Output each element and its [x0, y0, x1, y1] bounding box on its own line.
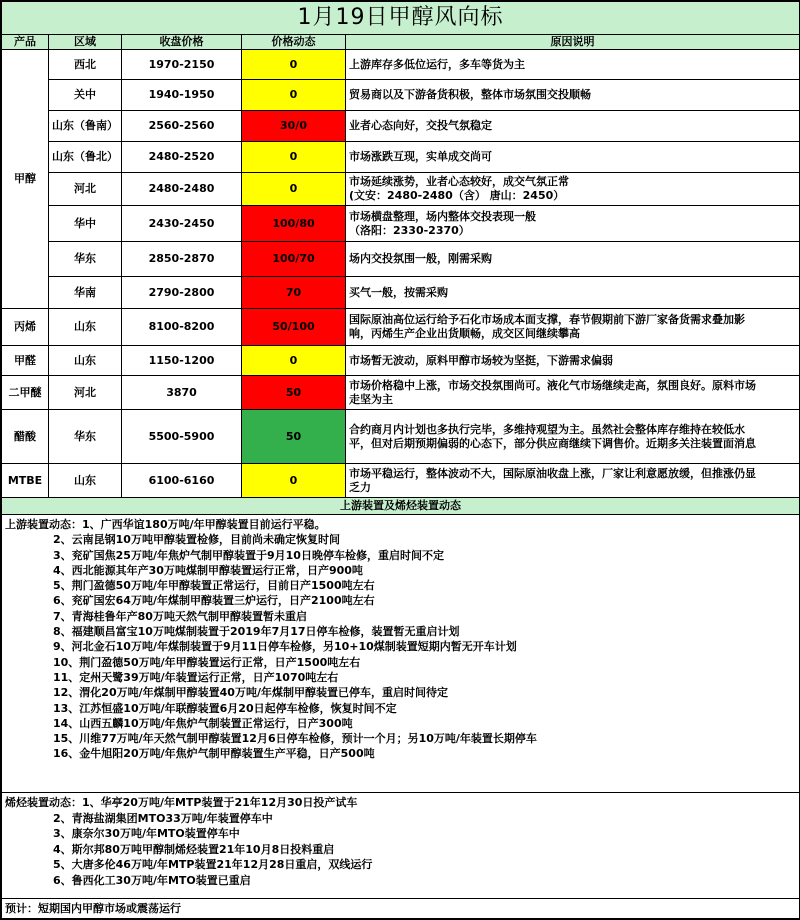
change-cell: 0 [242, 464, 346, 498]
header-row [2, 35, 800, 50]
note-line: 13、江苏恒盛10万吨/年联醇装置6月20日起停车检修，恢复时间不定 [53, 701, 397, 715]
product-formaldehyde: 甲醛 [2, 346, 49, 376]
reason-line: 买气一般，按需采购 [349, 285, 448, 299]
region-cell: 华东 [49, 242, 122, 277]
reason-line: 市场暂无波动，原料甲醇市场较为坚挺，下游需求偏弱 [349, 353, 613, 367]
reason-cell [346, 309, 800, 346]
product-mtbe: MTBE [2, 464, 49, 498]
price-cell: 5500-5900 [122, 410, 242, 464]
reason-line: （洛阳：2330-2370） [349, 223, 470, 237]
region-cell: 河北 [49, 376, 122, 410]
table-row [2, 206, 800, 242]
table-row [2, 173, 800, 206]
price-cell: 1940-1950 [122, 80, 242, 111]
olefin-notes [2, 793, 800, 899]
reason-line: 合约商月内计划也多执行完毕，多维持观望为主。虽然社会整体库存维持在较低水 [349, 422, 745, 436]
note-line: 12、渭化20万吨/年煤制甲醇装置40万吨/年煤制甲醇装置已停车，重启时间待定 [53, 686, 448, 700]
reason-line: 市场横盘整理，场内整体交投表现一般 [349, 209, 536, 223]
reason-cell [346, 464, 800, 498]
note-line: 8、福建顺昌富宝10万吨煤制装置于2019年7月17日停车检修，装置暂无重启计划 [53, 625, 460, 639]
header-region: 区域 [49, 35, 122, 50]
note-line: 16、金牛旭阳20万吨/年焦炉气制甲醇装置生产平稳，日产500吨 [53, 747, 375, 761]
table-row [2, 464, 800, 498]
region-cell: 关中 [49, 80, 122, 111]
note-line: 6、兖矿国宏64万吨/年煤制甲醇装置三炉运行，日产2100吨左右 [53, 594, 375, 608]
region-cell: 华南 [49, 277, 122, 309]
price-cell: 8100-8200 [122, 309, 242, 346]
table-row [2, 376, 800, 410]
note-line: 7、青海桂鲁年产80万吨天然气制甲醇装置暂未重启 [53, 609, 307, 623]
reason-cell [346, 242, 800, 277]
price-cell: 2560-2560 [122, 111, 242, 142]
region-cell: 华东 [49, 410, 122, 464]
reason-line: 市场平稳运行，整体波动不大，国际原油收盘上涨，厂家让利意愿放缓，但推涨仍显 [349, 466, 756, 480]
table-row [2, 111, 800, 142]
note-line: 4、西北能源其年产30万吨煤制甲醇装置运行正常，日产900吨 [53, 563, 363, 577]
note-line: 5、荆门盈德50万吨/年甲醇装置正常运行，目前日产1500吨左右 [53, 579, 375, 593]
upstream-notes [2, 515, 800, 793]
reason-line: (文安：2480-2480（含） 唐山：2450） [349, 189, 565, 202]
product-dme: 二甲醚 [2, 376, 49, 410]
change-cell: 0 [242, 50, 346, 80]
note-line: 5、大唐多伦46万吨/年MTP装置21年12月28日重启，双线运行 [53, 858, 373, 872]
note-line: 3、康奈尔30万吨/年MTO装置停车中 [53, 827, 240, 841]
price-cell: 2790-2800 [122, 277, 242, 309]
header-change: 价格动态 [242, 35, 346, 50]
note-line: 4、斯尔邦80万吨甲醇制烯烃装置21年10月8日投料重启 [53, 842, 335, 856]
reason-cell [346, 410, 800, 464]
reason-cell [346, 376, 800, 410]
note-line: 2、青海盐湖集团MTO33万吨/年装置停车中 [53, 811, 273, 825]
table-row [2, 80, 800, 111]
reason-cell [346, 80, 800, 111]
note-line: 15、川维77万吨/年天然气制甲醇装置12月6日停车检修，预计一个月；另10万吨/年装置长期停车 [53, 732, 537, 746]
price-cell: 2430-2450 [122, 206, 242, 242]
change-cell: 100/70 [242, 242, 346, 277]
reason-cell [346, 277, 800, 309]
price-cell: 6100-6160 [122, 464, 242, 498]
note-line: 10、荆门盈德50万吨/年甲醇装置运行正常，日产1500吨左右 [53, 655, 361, 669]
reason-line: 走坚为主 [349, 392, 393, 406]
price-cell: 2850-2870 [122, 242, 242, 277]
table-row [2, 410, 800, 464]
region-cell: 西北 [49, 50, 122, 80]
reason-cell [346, 346, 800, 376]
change-cell: 100/80 [242, 206, 346, 242]
note-line: 14、山西五麟10万吨/年焦炉气制装置正常运行，日产300吨 [53, 716, 353, 730]
change-cell: 0 [242, 142, 346, 173]
change-cell: 30/0 [242, 111, 346, 142]
reason-line: 国际原油高位运行给予石化市场成本面支撑，春节假期前下游厂家备货需求叠加影 [349, 313, 745, 326]
product-propylene: 丙烯 [2, 309, 49, 346]
reason-line: 响，丙烯生产企业出货顺畅，成交区间继续攀高 [349, 327, 580, 340]
reason-line: 上游库存多低位运行，多车等货为主 [349, 57, 525, 71]
reason-cell [346, 206, 800, 242]
change-cell: 70 [242, 277, 346, 309]
reason-line: 场内交投氛围一般，刚需采购 [349, 252, 492, 265]
note-line: 烯烃装置动态：1、华亭20万吨/年MTP装置于21年12月30日投产试车 [5, 796, 358, 809]
forecast: 预计：短期国内甲醇市场或震荡运行 [2, 899, 800, 919]
change-cell: 0 [242, 173, 346, 206]
reason-line: 业者心态向好，交投气氛稳定 [349, 119, 492, 132]
price-table [1, 1, 800, 919]
section-title: 上游装置及烯烃装置动态 [2, 498, 800, 515]
note-line: 11、定州天鹭39万吨/年装置运行正常，日产1070吨左右 [53, 670, 339, 684]
reason-line: 市场价格稳中上涨，市场交投氛围尚可。液化气市场继续走高，氛围良好。原料市场 [349, 378, 756, 392]
table-row [2, 346, 800, 376]
table-row [2, 309, 800, 346]
note-line: 上游装置动态：1、广西华谊180万吨/年甲醇装置目前运行平稳。 [5, 518, 326, 531]
region-cell: 山东（鲁南） [49, 111, 122, 142]
region-cell: 山东（鲁北） [49, 142, 122, 173]
price-cell: 1970-2150 [122, 50, 242, 80]
product-acetic: 醋酸 [2, 410, 49, 464]
reason-cell [346, 142, 800, 173]
page-title: 1月19日甲醇风向标 [2, 2, 800, 35]
change-cell: 0 [242, 80, 346, 111]
region-cell: 山东 [49, 309, 122, 346]
note-line: 3、兖矿国焦25万吨/年焦炉气制甲醇装置于9月10日晚停车检修，重启时间不定 [53, 548, 444, 562]
region-cell: 华中 [49, 206, 122, 242]
price-cell: 2480-2480 [122, 173, 242, 206]
region-cell: 山东 [49, 346, 122, 376]
change-cell: 50 [242, 376, 346, 410]
reason-cell [346, 50, 800, 80]
note-line: 2、云南昆钢10万吨甲醇装置检修，目前尚未确定恢复时间 [53, 533, 340, 547]
region-cell: 河北 [49, 173, 122, 206]
change-cell: 50 [242, 410, 346, 464]
table-row [2, 277, 800, 309]
change-cell: 50/100 [242, 309, 346, 346]
reason-line: 市场延续涨势，业者心态较好，成交气氛正常 [349, 175, 569, 188]
note-line: 9、河北金石10万吨/年煤制装置于9月11日停车检修，另10+10煤制装置短期内暂无开车计划 [53, 640, 517, 654]
header-product: 产品 [2, 35, 49, 50]
product-methanol: 甲醇 [2, 50, 49, 309]
reason-line: 市场涨跌互现，实单成交尚可 [349, 150, 492, 163]
reason-cell [346, 111, 800, 142]
price-cell: 1150-1200 [122, 346, 242, 376]
price-cell: 3870 [122, 376, 242, 410]
note-line: 6、鲁西化工30万吨/年MTO装置已重启 [53, 873, 251, 887]
header-price: 收盘价格 [122, 35, 242, 50]
reason-line: 贸易商以及下游备货积极，整体市场氛围交投顺畅 [349, 88, 591, 101]
table-row [2, 50, 800, 80]
table-row [2, 142, 800, 173]
price-cell: 2480-2520 [122, 142, 242, 173]
change-cell: 0 [242, 346, 346, 376]
reason-cell [346, 173, 800, 206]
table-row [2, 242, 800, 277]
reason-line: 乏力 [349, 480, 371, 494]
header-reason: 原因说明 [346, 35, 800, 50]
region-cell: 山东 [49, 464, 122, 498]
reason-line: 平，但对后期预期偏弱的心态下，部分供应商继续下调售价。近期多关注装置面消息 [349, 436, 756, 450]
